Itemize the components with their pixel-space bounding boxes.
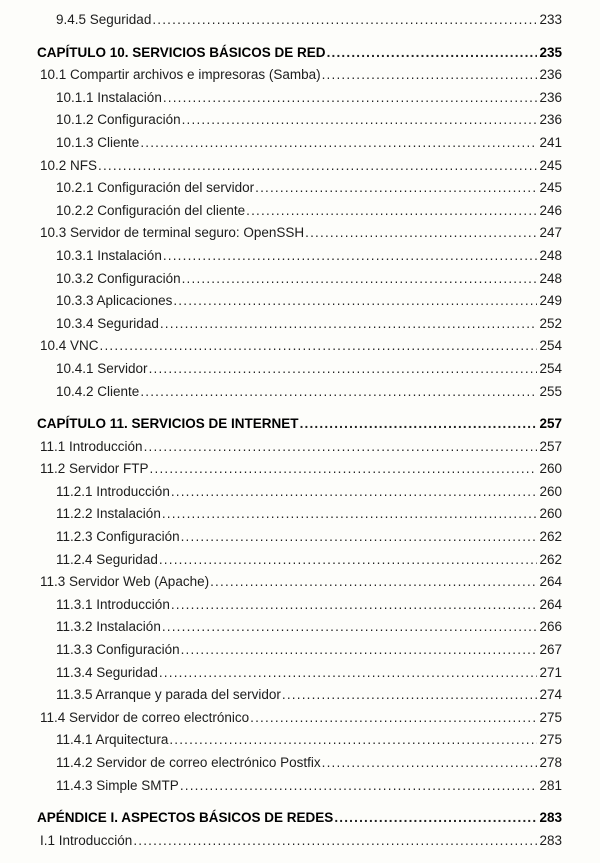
- toc-entry: [37, 752, 562, 775]
- dot-leader: [182, 268, 538, 291]
- toc-entry-page-number: 249: [539, 293, 562, 309]
- toc-entry-title: 10.2 NFS: [40, 157, 98, 173]
- toc-entry-page-number: 266: [539, 619, 562, 635]
- toc-entry: [37, 381, 562, 404]
- toc-entry-page-number: 275: [539, 709, 562, 725]
- toc-entry-page-number: 278: [539, 755, 562, 770]
- toc-entry-page-number: 260: [539, 461, 562, 477]
- toc-entry: [37, 458, 562, 481]
- toc-entry: [37, 503, 562, 526]
- toc-entry-page-number: 260: [539, 483, 562, 499]
- toc-entry-page-number: 241: [539, 134, 562, 150]
- toc-entry: [37, 268, 562, 291]
- toc-entry-page-number: 274: [539, 687, 562, 703]
- dot-leader: [250, 707, 537, 730]
- toc-entry-title: 10.2.1 Configuración del servidor: [56, 180, 255, 196]
- toc-entry-title: 10.3.1 Instalación: [56, 247, 162, 263]
- dot-leader: [282, 684, 538, 707]
- toc-entry-page-number: 236: [539, 67, 562, 83]
- toc-entry: [37, 436, 562, 459]
- dot-leader: [171, 594, 538, 617]
- toc-entry-title: 11.2.4 Seguridad: [56, 551, 158, 567]
- toc-entry-page-number: 271: [539, 664, 562, 680]
- toc-entry-title: 11.3.2 Instalación: [56, 619, 161, 635]
- toc-entry: [37, 481, 562, 504]
- toc-entry-title: 10.1.3 Cliente: [56, 134, 140, 150]
- toc-entry-title: CAPÍTULO 10. SERVICIOS BÁSICOS DE RED: [37, 44, 326, 60]
- dot-leader: [140, 132, 537, 155]
- toc-entry-page-number: 245: [539, 180, 562, 196]
- toc-entry-page-number: 267: [539, 642, 562, 658]
- toc-entry: [37, 222, 562, 245]
- toc-entry: [37, 87, 562, 110]
- dot-leader: [162, 616, 538, 639]
- toc-entry-title: 10.1.2 Configuración: [56, 112, 181, 128]
- dot-leader: [173, 290, 537, 313]
- toc-entry-page-number: 255: [539, 383, 562, 399]
- toc-entry: [37, 662, 562, 685]
- toc-entry-page-number: 262: [539, 529, 562, 545]
- toc-entry: [37, 358, 562, 381]
- toc-entry-title: 10.3 Servidor de terminal seguro: OpenSSH: [40, 225, 305, 241]
- dot-leader: [334, 807, 537, 830]
- toc-entry: [37, 616, 562, 639]
- dot-leader: [149, 358, 538, 381]
- toc-entry-page-number: 264: [539, 574, 562, 590]
- toc-chapter-heading: [37, 413, 562, 436]
- toc-entry-page-number: 233: [539, 12, 562, 27]
- dot-leader: [144, 436, 538, 459]
- dot-leader: [327, 42, 538, 65]
- toc-entry-title: 9.4.5 Seguridad: [56, 12, 152, 27]
- toc-entry-page-number: 264: [539, 596, 562, 612]
- toc-entry-title: 10.3.3 Aplicaciones: [56, 293, 173, 309]
- toc-entry-title: 10.4.1 Servidor: [56, 360, 148, 376]
- dot-leader: [322, 752, 538, 775]
- toc-entry-title: 10.3.4 Seguridad: [56, 315, 159, 331]
- toc-entry-title: APÉNDICE I. ASPECTOS BÁSICOS DE REDES: [37, 810, 334, 826]
- toc-entry: [37, 245, 562, 268]
- dot-leader: [150, 458, 538, 481]
- toc-entry: [37, 684, 562, 707]
- toc-entry-title: CAPÍTULO 11. SERVICIOS DE INTERNET: [37, 416, 299, 432]
- toc-entry-title: I.1 Introducción: [40, 832, 133, 848]
- toc-entry-title: 11.2 Servidor FTP: [40, 461, 149, 477]
- toc-chapter-heading: [37, 807, 562, 830]
- dot-leader: [210, 571, 537, 594]
- toc-entry-title: 11.3.4 Seguridad: [56, 664, 158, 680]
- toc-entry-page-number: 248: [539, 247, 562, 263]
- toc-entry-title: 10.1 Compartir archivos e impresoras (Samba): [40, 67, 321, 83]
- toc-entry-title: 11.4.1 Arquitectura: [56, 732, 169, 748]
- toc-entry-title: 11.3.3 Configuración: [56, 642, 180, 658]
- toc-entry-page-number: 246: [539, 202, 562, 218]
- toc-entry: [37, 64, 562, 87]
- dot-leader: [159, 549, 538, 572]
- toc-entry: [37, 109, 562, 132]
- toc-entry-title: 11.3.5 Arranque y parada del servidor: [56, 687, 281, 703]
- toc-entry-page-number: 236: [539, 112, 562, 128]
- toc-entry: [37, 200, 562, 223]
- dot-leader: [181, 639, 538, 662]
- toc-entry: [37, 9, 562, 32]
- toc-entry-page-number: 281: [539, 777, 562, 793]
- toc-entry: [37, 313, 562, 336]
- dot-leader: [182, 109, 538, 132]
- dot-leader: [152, 9, 537, 32]
- toc-entry-title: 11.2.1 Introducción: [56, 483, 170, 499]
- toc-entry-title: 11.4 Servidor de correo electrónico: [40, 709, 250, 725]
- toc-entry: [37, 177, 562, 200]
- dot-leader: [180, 775, 538, 798]
- toc-entry: [37, 707, 562, 730]
- toc-list: [37, 9, 562, 852]
- toc-entry: [37, 639, 562, 662]
- toc-entry: [37, 775, 562, 798]
- toc-entry-page-number: 235: [539, 44, 562, 60]
- dot-leader: [163, 245, 538, 268]
- toc-entry-title: 11.3.1 Introducción: [56, 596, 170, 612]
- dot-leader: [159, 662, 538, 685]
- toc-entry: [37, 594, 562, 617]
- toc-entry: [37, 132, 562, 155]
- toc-entry-title: 10.4.2 Cliente: [56, 383, 140, 399]
- toc-entry: [37, 335, 562, 358]
- dot-leader: [100, 335, 538, 358]
- toc-entry-title: 11.1 Introducción: [40, 438, 143, 454]
- toc-entry-title: 10.3.2 Configuración: [56, 270, 181, 286]
- dot-leader: [163, 87, 538, 110]
- toc-entry-title: 10.1.1 Instalación: [56, 89, 162, 105]
- dot-leader: [181, 526, 538, 549]
- dot-leader: [98, 155, 537, 178]
- toc-entry-page-number: 248: [539, 270, 562, 286]
- toc-entry-title: 11.2.3 Configuración: [56, 529, 180, 545]
- dot-leader: [162, 503, 538, 526]
- toc-entry-title: 10.2.2 Configuración del cliente: [56, 202, 246, 218]
- toc-entry-page-number: 262: [539, 551, 562, 567]
- toc-entry: [37, 571, 562, 594]
- toc-entry-page-number: 247: [539, 225, 562, 241]
- toc-entry-title: 11.2.2 Instalación: [56, 506, 161, 522]
- dot-leader: [322, 64, 538, 87]
- dot-leader: [255, 177, 537, 200]
- dot-leader: [305, 222, 537, 245]
- dot-leader: [171, 481, 538, 504]
- toc-entry-page-number: 236: [539, 89, 562, 105]
- toc-entry-page-number: 257: [539, 416, 562, 432]
- toc-entry-page-number: 257: [539, 438, 562, 454]
- toc-entry-title: 11.3 Servidor Web (Apache): [40, 574, 210, 590]
- dot-leader: [140, 381, 537, 404]
- toc-entry: [37, 549, 562, 572]
- toc-entry: [37, 729, 562, 752]
- dot-leader: [300, 413, 538, 436]
- toc-entry: [37, 830, 562, 853]
- toc-entry-page-number: 254: [539, 338, 562, 354]
- dot-leader: [160, 313, 538, 336]
- toc-entry-page-number: 275: [539, 732, 562, 748]
- toc-entry-page-number: 254: [539, 360, 562, 376]
- toc-entry: [37, 526, 562, 549]
- toc-entry-title: 11.4.2 Servidor de correo electrónico Postfix: [56, 755, 321, 770]
- toc-entry: [37, 155, 562, 178]
- toc-entry-page-number: 252: [539, 315, 562, 331]
- toc-entry-title: 10.4 VNC: [40, 338, 99, 354]
- toc-chapter-heading: [37, 42, 562, 65]
- toc-entry-page-number: 283: [539, 832, 562, 848]
- dot-leader: [169, 729, 537, 752]
- toc-entry: [37, 290, 562, 313]
- toc-entry-page-number: 260: [539, 506, 562, 522]
- dot-leader: [246, 200, 537, 223]
- toc-entry-page-number: 245: [539, 157, 562, 173]
- dot-leader: [133, 830, 537, 853]
- toc-entry-title: 11.4.3 Simple SMTP: [56, 777, 179, 793]
- toc-entry-page-number: 283: [539, 810, 562, 826]
